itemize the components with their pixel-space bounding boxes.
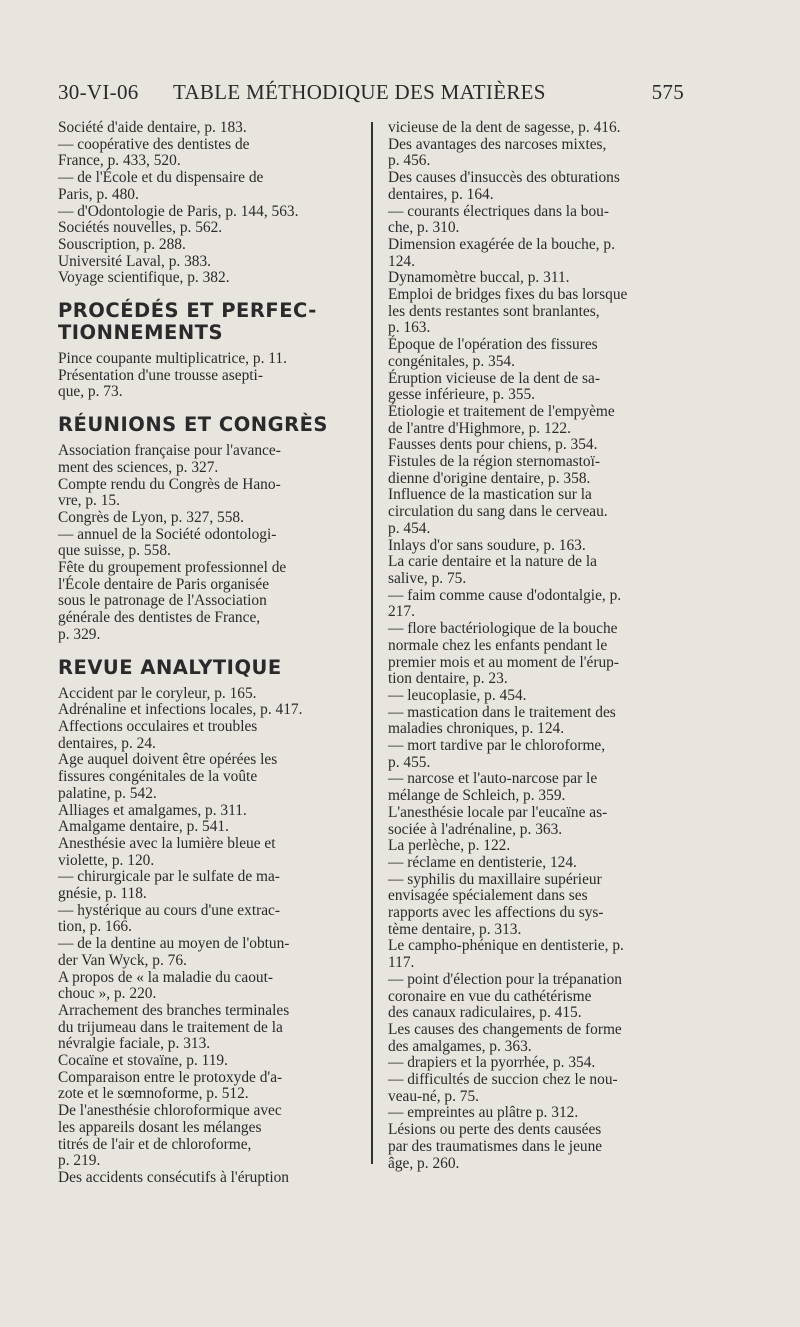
index-line: Compte rendu du Congrès de Hano- — [58, 475, 281, 493]
index-line: Influence de la mastication sur la — [388, 486, 592, 504]
index-line: Des accidents consécutifs à l'éruption — [58, 1168, 289, 1186]
index-line: — courants électriques dans la bou- — [388, 202, 609, 220]
index-line: Emploi de bridges fixes du bas lorsque — [388, 286, 628, 304]
index-line: — syphilis du maxillaire supérieur — [388, 870, 602, 888]
index-line: p. 456. — [388, 152, 431, 170]
index-line: gnésie, p. 118. — [58, 885, 147, 903]
index-line: 117. — [388, 954, 415, 972]
index-line: Souscription, p. 288. — [58, 235, 186, 253]
index-line: violette, p. 120. — [58, 851, 155, 869]
index-line: les dents restantes sont branlantes, — [388, 302, 600, 320]
section-heading: PROCÉDÉS ET PERFEC- TIONNEMENTS — [58, 299, 317, 345]
index-line: p. 455. — [388, 753, 431, 771]
index-line: Comparaison entre le protoxyde d'a- — [58, 1068, 283, 1086]
index-line: — mastication dans le traitement des — [388, 703, 616, 721]
index-line: Cocaïne et stovaïne, p. 119. — [58, 1052, 228, 1070]
index-entries — [58, 443, 358, 643]
index-line: Fausses dents pour chiens, p. 354. — [388, 436, 598, 454]
index-line: Étiologie et traitement de l'empyème — [388, 402, 615, 420]
left-column — [58, 120, 358, 1187]
page-number: 575 — [651, 80, 684, 104]
index-line: 217. — [388, 603, 415, 621]
index-line: Lésions ou perte des dents causées — [388, 1121, 602, 1139]
index-line: Dimension exagérée de la bouche, p. — [388, 235, 615, 253]
index-line: par des traumatismes dans le jeune — [388, 1137, 603, 1155]
index-line: Pince coupante multiplicatrice, p. 11. — [58, 350, 287, 368]
index-line: congénitales, p. 354. — [388, 352, 515, 370]
index-line: Age auquel doivent être opérées les — [58, 751, 278, 769]
index-line: tion, p. 166. — [58, 918, 132, 936]
index-line: vicieuse de la dent de sagesse, p. 416. — [388, 119, 621, 136]
header-date: 30-VI-06 — [58, 80, 139, 104]
index-line: Voyage scientifique, p. 382. — [58, 269, 230, 287]
index-line: Université Laval, p. 383. — [58, 252, 212, 270]
column-divider — [371, 122, 373, 1164]
index-line: que, p. 73. — [58, 383, 123, 401]
index-line: rapports avec les affections du sys- — [388, 904, 604, 922]
index-line: Dynamomètre buccal, p. 311. — [388, 269, 570, 287]
index-line: Époque de l'opération des fissures — [388, 336, 598, 354]
index-line: Fistules de la région sternomastoï- — [388, 453, 601, 471]
index-line: Association française pour l'avance- — [58, 442, 281, 460]
index-line: palatine, p. 542. — [58, 784, 157, 802]
index-line: 124. — [388, 252, 415, 270]
index-line: De l'anesthésie chloroformique avec — [58, 1102, 282, 1120]
index-line: Des causes d'insuccès des obturations — [388, 169, 620, 187]
index-line: — annuel de la Société odontologi- — [58, 525, 277, 543]
index-line: que suisse, p. 558. — [58, 542, 171, 560]
index-line: Fête du groupement professionnel de — [58, 559, 287, 577]
index-line: — d'Odontologie de Paris, p. 144, 563. — [58, 202, 299, 220]
section-heading: RÉUNIONS ET CONGRÈS — [58, 413, 328, 437]
index-line: salive, p. 75. — [388, 569, 467, 587]
index-line: premier mois et au moment de l'érup- — [388, 653, 619, 671]
index-line: titrés de l'air et de chloroforme, — [58, 1135, 252, 1153]
index-line: Alliages et amalgames, p. 311. — [58, 801, 247, 819]
index-line: l'École dentaire de Paris organisée — [58, 575, 270, 593]
index-line: des amalgames, p. 363. — [388, 1037, 532, 1055]
index-line: de l'antre d'Highmore, p. 122. — [388, 419, 571, 437]
index-line: A propos de « la maladie du caout- — [58, 968, 273, 986]
index-line: sociée à l'adrénaline, p. 363. — [388, 820, 563, 838]
index-line: Arrachement des branches terminales — [58, 1001, 290, 1019]
index-line: — point d'élection pour la trépanation — [388, 970, 622, 988]
index-line: L'anesthésie locale par l'eucaïne as- — [388, 803, 608, 821]
index-line: — difficultés de succion chez le nou- — [388, 1071, 618, 1089]
section-heading: REVUE ANALYTIQUE — [58, 655, 282, 679]
index-line: Inlays d'or sans soudure, p. 163. — [388, 536, 586, 554]
index-line: générale des dentistes de France, — [58, 609, 261, 627]
index-line: mélange de Schleich, p. 359. — [388, 787, 566, 805]
index-line: — flore bactériologique de la bouche — [388, 620, 618, 638]
index-line: vre, p. 15. — [58, 492, 120, 510]
index-line: Adrénaline et infections locales, p. 417. — [58, 701, 303, 719]
index-line: che, p. 310. — [388, 219, 460, 237]
index-line: — hystérique au cours d'une extrac- — [58, 901, 281, 919]
index-line: ment des sciences, p. 327. — [58, 458, 219, 476]
index-line: Congrès de Lyon, p. 327, 558. — [58, 508, 244, 526]
index-line: Amalgame dentaire, p. 541. — [58, 818, 229, 836]
index-line: — coopérative des dentistes de — [58, 135, 250, 153]
index-line: Sociétés nouvelles, p. 562. — [58, 219, 223, 237]
right-column — [388, 120, 688, 1172]
index-line: névralgie faciale, p. 313. — [58, 1035, 211, 1053]
index-line: zote et le sœmnoforme, p. 512. — [58, 1085, 249, 1103]
index-line: — de la dentine au moyen de l'obtun- — [58, 935, 290, 953]
index-line: coronaire en vue du cathétérisme — [388, 987, 592, 1005]
index-line: les appareils dosant les mélanges — [58, 1118, 262, 1136]
index-line: fissures congénitales de la voûte — [58, 768, 258, 786]
index-line: — mort tardive par le chloroforme, — [388, 737, 606, 755]
index-line: Affections occulaires et troubles — [58, 717, 258, 735]
index-entries — [58, 120, 358, 287]
index-line: dienne d'origine dentaire, p. 358. — [388, 469, 591, 487]
index-line: Éruption vicieuse de la dent de sa- — [388, 369, 600, 387]
index-line: âge, p. 260. — [388, 1154, 460, 1172]
index-line: — drapiers et la pyorrhée, p. 354. — [388, 1054, 596, 1072]
index-line: p. 329. — [58, 625, 101, 643]
index-line: Anesthésie avec la lumière bleue et — [58, 834, 276, 852]
index-line: — leucoplasie, p. 454. — [388, 686, 527, 704]
index-line: — réclame en dentisterie, 124. — [388, 853, 577, 871]
index-line: tion dentaire, p. 23. — [388, 670, 508, 688]
index-line: Des avantages des narcoses mixtes, — [388, 135, 607, 153]
running-header — [58, 80, 684, 110]
header-title: TABLE MÉTHODIQUE DES MATIÈRES — [173, 80, 546, 104]
index-line: Accident par le coryleur, p. 165. — [58, 684, 257, 702]
index-line: — faim comme cause d'odontalgie, p. — [388, 586, 622, 604]
index-line: p. 454. — [388, 519, 431, 537]
index-line: La carie dentaire et la nature de la — [388, 553, 597, 571]
index-line: dentaires, p. 164. — [388, 185, 494, 203]
index-line: France, p. 433, 520. — [58, 152, 181, 170]
index-line: circulation du sang dans le cerveau. — [388, 503, 608, 521]
index-line: sous le patronage de l'Association — [58, 592, 267, 610]
index-line: gesse inférieure, p. 355. — [388, 386, 536, 404]
index-line: chouc », p. 220. — [58, 985, 157, 1003]
index-line: La perlèche, p. 122. — [388, 837, 511, 855]
index-line: Paris, p. 480. — [58, 185, 139, 203]
index-line: tème dentaire, p. 313. — [388, 920, 522, 938]
index-line: envisagée spécialement dans ses — [388, 887, 588, 905]
index-line: du trijumeau dans le traitement de la — [58, 1018, 283, 1036]
index-line: p. 163. — [388, 319, 431, 337]
index-line: — chirurgicale par le sulfate de ma- — [58, 868, 280, 886]
index-line: dentaires, p. 24. — [58, 734, 156, 752]
index-line: des canaux radiculaires, p. 415. — [388, 1004, 582, 1022]
index-line: normale chez les enfants pendant le — [388, 636, 608, 654]
index-entries — [58, 686, 358, 1187]
index-line: p. 219. — [58, 1152, 101, 1170]
index-line: maladies chroniques, p. 124. — [388, 720, 565, 738]
index-line: Présentation d'une trousse asepti- — [58, 366, 263, 384]
index-line: — empreintes au plâtre p. 312. — [388, 1104, 579, 1122]
index-entries — [58, 351, 358, 401]
index-entries — [388, 120, 688, 1172]
index-line: Société d'aide dentaire, p. 183. — [58, 119, 247, 136]
index-line: Les causes des changements de forme — [388, 1020, 622, 1038]
index-line: — de l'École et du dispensaire de — [58, 169, 264, 187]
index-line: veau-né, p. 75. — [388, 1087, 480, 1105]
index-line: der Van Wyck, p. 76. — [58, 951, 187, 969]
index-line: Le campho-phénique en dentisterie, p. — [388, 937, 624, 955]
index-line: — narcose et l'auto-narcose par le — [388, 770, 598, 788]
